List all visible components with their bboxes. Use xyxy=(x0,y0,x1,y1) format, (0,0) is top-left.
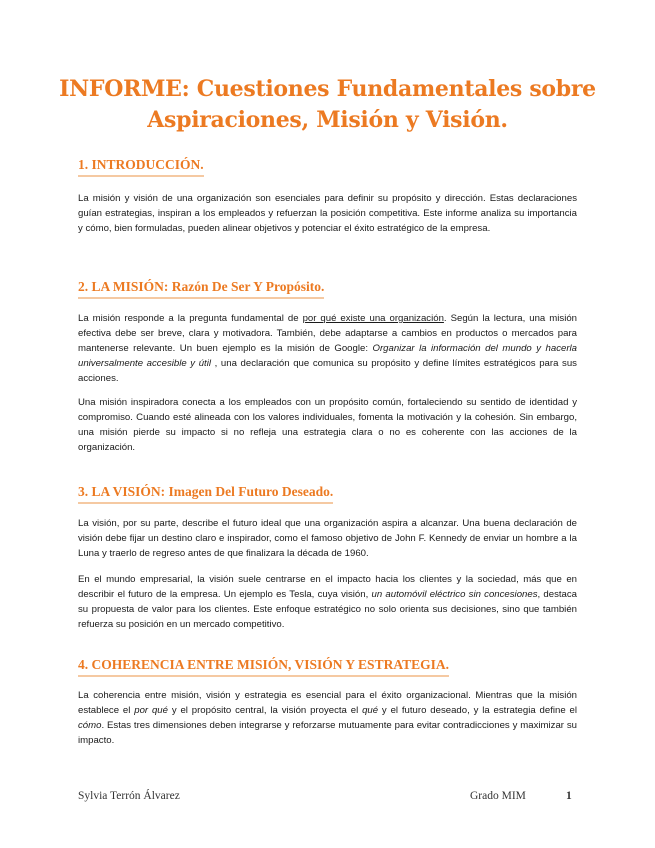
footer-degree: Grado MIM xyxy=(470,790,526,802)
paragraph-coherencia xyxy=(78,688,577,748)
text-run: , destaca su propuesta de valor para los clientes. Este enfoque estratégico no solo orienta sus decisiones, sino que también refuerza su posición en un mercado competitivo. xyxy=(78,589,577,630)
text-run: En el mundo empresarial, la visión suele centrarse en el impacto hacia los clientes y la sociedad, más que en describir el futuro de la empresa. Un ejemplo es Tesla, cuya visión, xyxy=(78,574,577,600)
italic-term: cómo xyxy=(78,720,102,731)
text-run: . Según la lectura, una misión efectiva debe ser breve, clara y motivadora. También, debe adaptarse a cambios en productos o mercados para mantenerse relevante. Un buen ejemplo es la misión de Google: xyxy=(78,313,577,354)
text-run: y el futuro deseado, y la estrategia define el xyxy=(378,705,577,716)
text-run: La misión responde a la pregunta fundamental de xyxy=(78,313,303,324)
tesla-vision-quote: un automóvil eléctrico sin concesiones xyxy=(371,589,538,600)
text-run: , una declaración que comunica su propósito y define límites estratégicos para sus acciones. xyxy=(78,358,577,384)
text-run: . Estas tres dimensiones deben integrarse y reforzarse mutuamente para evitar contradicciones y maximizar su impacto. xyxy=(78,720,577,746)
google-mission-quote: Organizar la información del mundo y hacerla universalmente accesible y útil xyxy=(78,343,577,369)
text-run: La coherencia entre misión, visión y estrategia es esencial para el éxito organizacional. Mientras que la misión establece el xyxy=(78,690,577,716)
paragraph-mision-2: Una misión inspiradora conecta a los empleados con un propósito común, fortaleciendo su sentido de identidad y compromiso. Cuando esté alineada con los valores individuales, fomenta la motivación y la cohesión. Sin embargo, una misión pierde su impacto si no refleja una estrategia clara o no es coherente con las acciones de la organización. xyxy=(78,397,577,453)
italic-term: por qué xyxy=(134,705,168,716)
section-heading-vision: 3. LA VISIÓN: Imagen Del Futuro Deseado. xyxy=(78,483,333,504)
underlined-phrase: por qué existe una organización xyxy=(302,313,444,324)
paragraph-introduccion: La misión y visión de una organización son esenciales para definir su propósito y dirección. Estas declaraciones guían estrategias, inspiran a los empleados y refuerzan la posición competitiva. Este informe analiza su importancia y cómo, bien formuladas, pueden alinear objetivos y potenciar el éxito estratégico de la empresa. xyxy=(78,193,577,234)
section-heading-introduccion: 1. INTRODUCCIÓN. xyxy=(78,156,204,177)
footer-author: Sylvia Terrón Álvarez xyxy=(78,790,180,802)
document-title: INFORME: Cuestiones Fundamentales sobre Aspiraciones, Misión y Visión. xyxy=(59,76,596,133)
paragraph-vision-1: La visión, por su parte, describe el futuro ideal que una organización aspira a alcanzar. Una buena declaración de visión debe fijar un destino claro e inspirador, como el famoso objetivo de John F. Kennedy de enviar un hombre a la Luna y traerlo de regreso antes de que finalizara la década de 1960. xyxy=(78,518,577,559)
italic-term: qué xyxy=(362,705,379,716)
page-number: 1 xyxy=(566,790,572,802)
section-heading-coherencia: 4. COHERENCIA ENTRE MISIÓN, VISIÓN Y ESTRATEGIA. xyxy=(78,656,449,677)
section-heading-mision: 2. LA MISIÓN: Razón De Ser Y Propósito. xyxy=(78,278,324,299)
text-run: y el propósito central, la visión proyecta el xyxy=(167,705,363,716)
paragraph-vision-2 xyxy=(78,572,577,632)
paragraph-mision-1 xyxy=(78,311,577,386)
